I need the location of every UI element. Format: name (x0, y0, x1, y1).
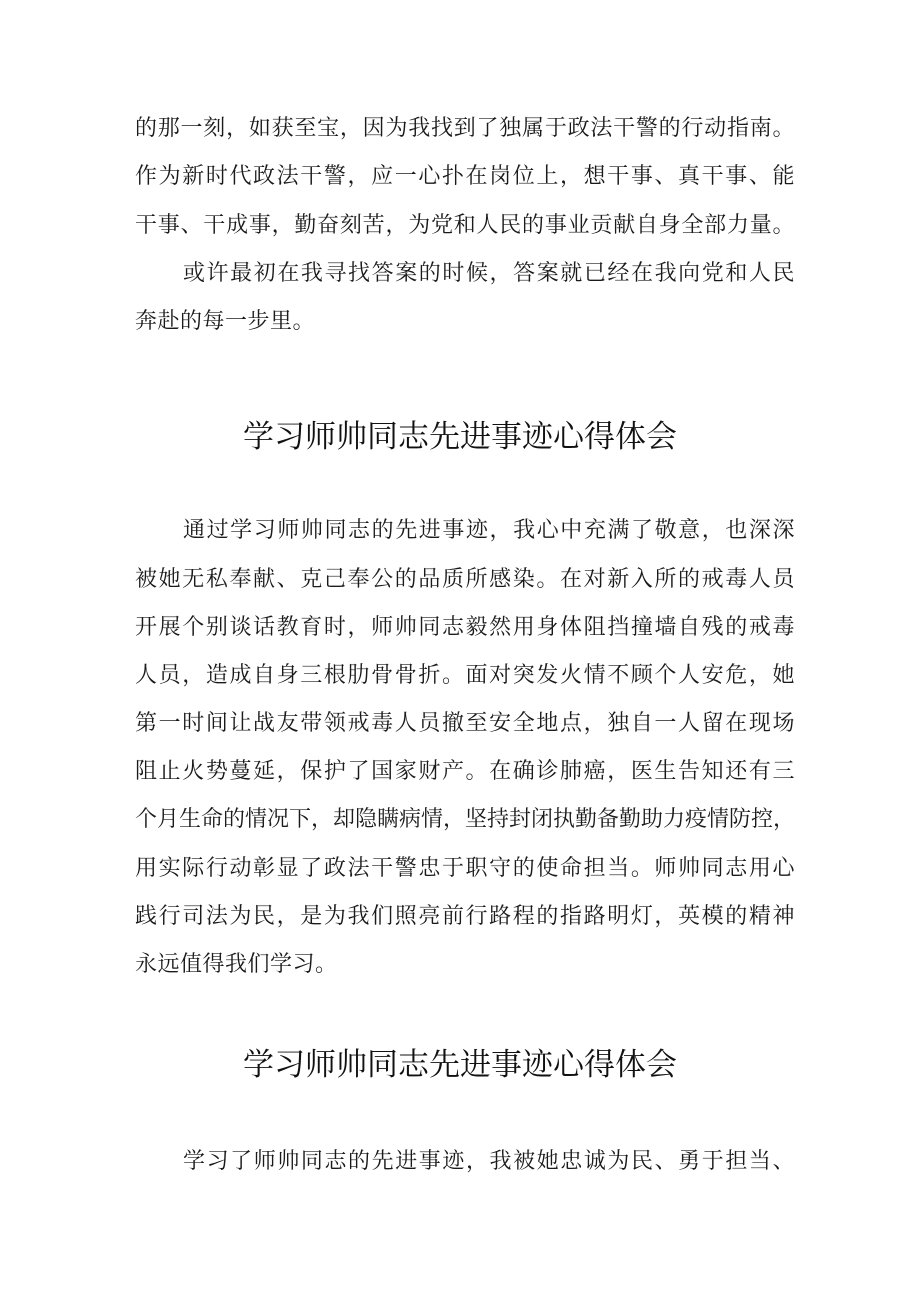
paragraph-line: 的那一刻，如获至宝，因为我找到了独属于政法干警的行动指南。 (135, 116, 795, 141)
paragraph-line: 个月生命的情况下，却隐瞒病情，坚持封闭执勤备勤助力疫情防控， (135, 807, 796, 832)
paragraph-line: 用实际行动彰显了政法干警忠于职守的使命担当。师帅同志用心 (135, 856, 795, 881)
paragraph-line: 作为新时代政法干警，应一心扑在岗位上，想干事、真干事、能 (135, 164, 795, 189)
paragraph-line: 开展个别谈话教育时，师帅同志毅然用身体阻挡撞墙自残的戒毒 (135, 615, 795, 640)
paragraph-line: 或许最初在我寻找答案的时候，答案就已经在我向党和人民 (183, 261, 795, 286)
paragraph-line: 阻止火势蔓延，保护了国家财产。在确诊肺癌，医生告知还有三 (135, 759, 795, 784)
paragraph-line: 人员，造成自身三根肋骨骨折。面对突发火情不顾个人安危，她 (135, 663, 795, 688)
paragraph-line: 践行司法为民，是为我们照亮前行路程的指路明灯，英模的精神 (135, 904, 795, 929)
paragraph-line: 第一时间让战友带领戒毒人员撤至安全地点，独自一人留在现场 (135, 711, 795, 736)
paragraph-line: 被她无私奉献、克己奉公的品质所感染。在对新入所的戒毒人员 (135, 567, 795, 592)
paragraph-line: 学习了师帅同志的先进事迹，我被她忠诚为民、勇于担当、 (183, 1149, 795, 1174)
article-title: 学习师帅同志先进事迹心得体会 (243, 419, 677, 455)
paragraph-line: 永远值得我们学习。 (135, 952, 338, 977)
paragraph-line: 奔赴的每一步里。 (135, 309, 316, 334)
paragraph-line: 通过学习师帅同志的先进事迹，我心中充满了敬意，也深深 (183, 518, 795, 543)
paragraph-line: 干事、干成事，勤奋刻苦，为党和人民的事业贡献自身全部力量。 (135, 213, 795, 238)
article-title: 学习师帅同志先进事迹心得体会 (243, 1047, 677, 1083)
